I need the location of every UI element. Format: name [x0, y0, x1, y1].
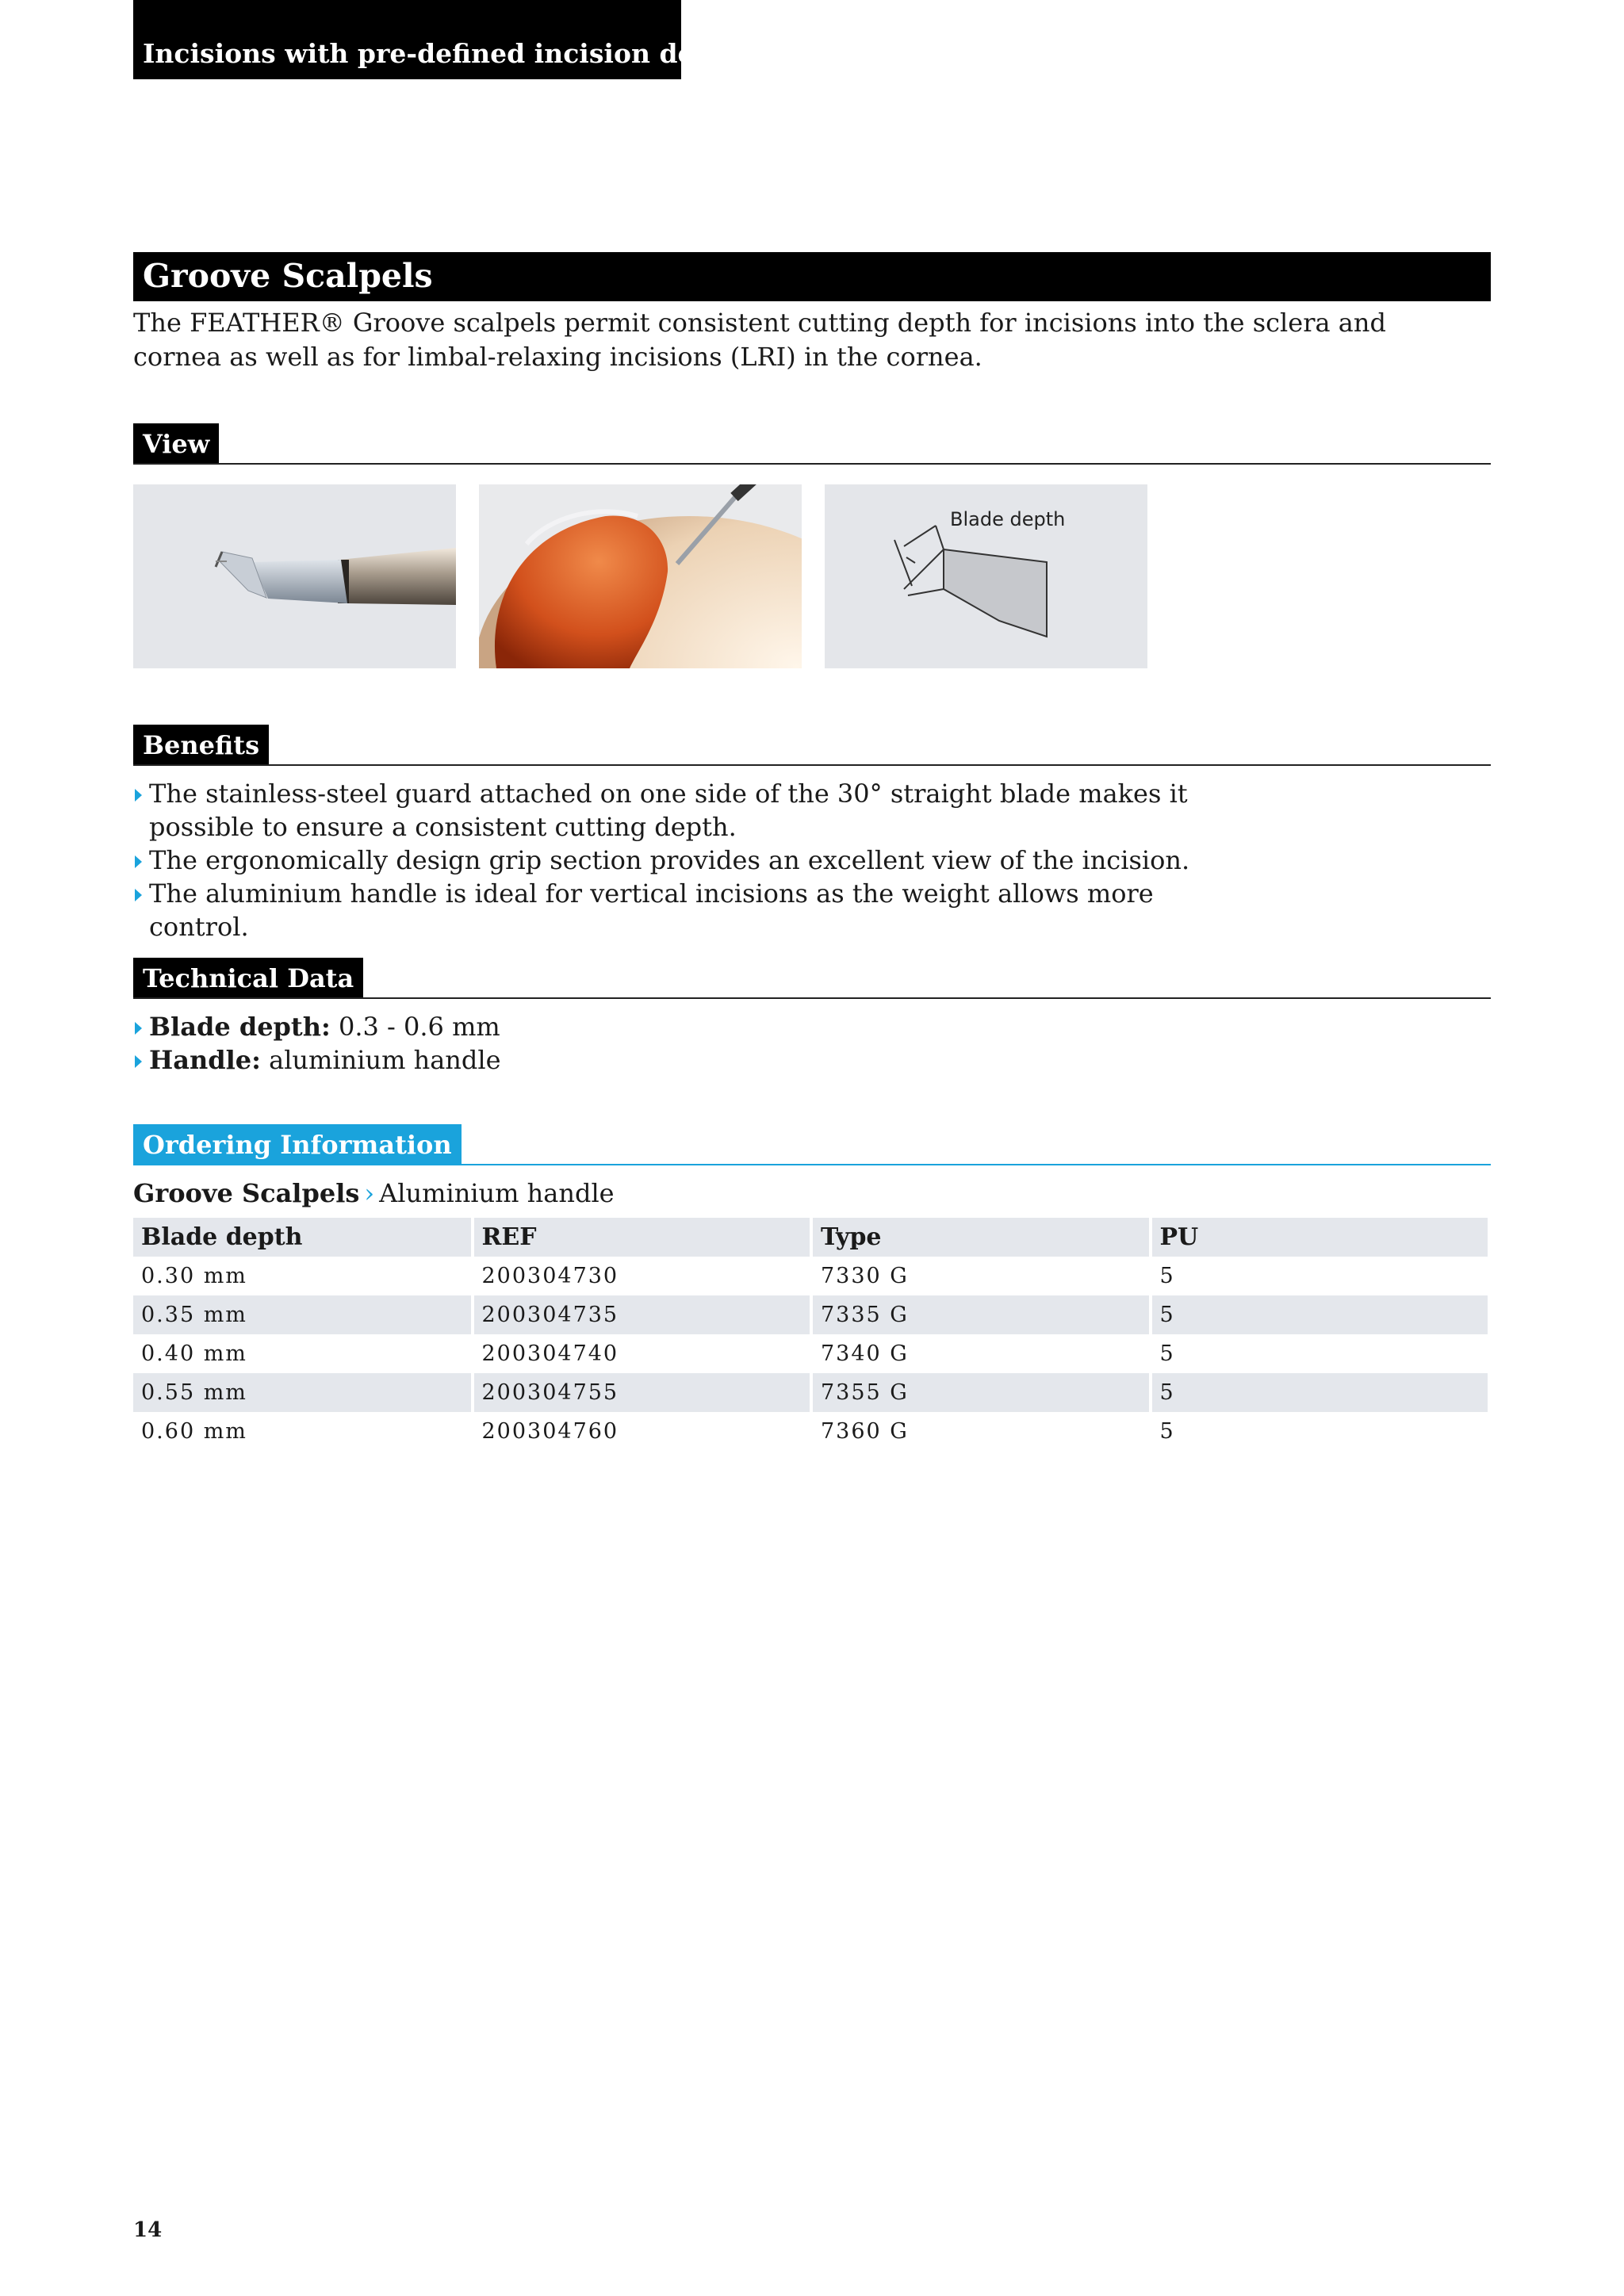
technical-heading	[133, 958, 1491, 999]
blade-depth-label: Blade depth	[950, 508, 1066, 530]
table-cell: 0.55 mm	[133, 1373, 473, 1412]
column-header: Blade depth	[133, 1218, 473, 1257]
chapter-header	[133, 0, 744, 79]
table-cell: 200304740	[473, 1334, 812, 1373]
view-heading-label: View	[133, 423, 219, 465]
list-item: The aluminium handle is ideal for vertical incisions as the weight allows more control.	[133, 877, 1259, 943]
table-cell: 5	[1151, 1334, 1490, 1373]
blade-depth-drawing	[825, 484, 1147, 668]
table-cell: 0.35 mm	[133, 1295, 473, 1334]
page-number: 14	[133, 2218, 163, 2242]
table-cell: 0.40 mm	[133, 1334, 473, 1373]
list-item: The stainless-steel guard attached on one side of the 30° straight blade makes it possible to ensure a consistent cutting depth.	[133, 777, 1259, 844]
table-row	[133, 1412, 1489, 1451]
table-cell: 7330 G	[811, 1257, 1151, 1295]
product-title: Groove Scalpels	[143, 257, 433, 295]
table-cell: 5	[1151, 1295, 1490, 1334]
product-intro: The FEATHER® Groove scalpels permit consistent cutting depth for incisions into the sclera and cornea as well as for limbal-relaxing incisions (LRI) in the cornea.	[133, 308, 1386, 372]
list-item	[133, 1010, 501, 1043]
table-cell: 200304730	[473, 1257, 812, 1295]
benefits-heading-label: Benefits	[133, 725, 269, 766]
table-cell: 7335 G	[811, 1295, 1151, 1334]
table-row	[133, 1334, 1489, 1373]
technical-list	[133, 1010, 501, 1077]
tech-label: Handle:	[149, 1045, 261, 1075]
table-row	[133, 1373, 1489, 1412]
table-cell: 7360 G	[811, 1412, 1151, 1451]
eye-incision-illustration	[479, 484, 802, 668]
column-header: PU	[1151, 1218, 1490, 1257]
tech-value: aluminium handle	[269, 1045, 501, 1075]
chevron-right-icon: ›	[364, 1178, 375, 1208]
benefits-heading	[133, 725, 1491, 766]
ordering-table	[133, 1218, 1491, 1451]
table-cell: 200304735	[473, 1295, 812, 1334]
table-row	[133, 1257, 1489, 1295]
blade-depth-diagram	[825, 484, 1147, 668]
column-header: Type	[811, 1218, 1151, 1257]
table-cell: 0.30 mm	[133, 1257, 473, 1295]
table-cell: 0.60 mm	[133, 1412, 473, 1451]
list-item: The ergonomically design grip section provides an excellent view of the incision.	[133, 844, 1259, 877]
table-cell: 7340 G	[811, 1334, 1151, 1373]
benefits-list	[133, 777, 1259, 943]
tech-label: Blade depth:	[149, 1012, 331, 1042]
table-cell: 5	[1151, 1257, 1490, 1295]
table-header-row	[133, 1218, 1489, 1257]
scalpel-illustration	[133, 484, 456, 668]
list-item	[133, 1043, 501, 1077]
ordering-heading-label: Ordering Information	[133, 1124, 462, 1165]
tech-value: 0.3 - 0.6 mm	[338, 1012, 500, 1042]
scalpel-photo	[133, 484, 456, 668]
table-cell: 5	[1151, 1373, 1490, 1412]
product-title-bar	[133, 252, 1491, 301]
table-cell: 5	[1151, 1412, 1490, 1451]
technical-heading-label: Technical Data	[133, 958, 363, 999]
table-cell: 7355 G	[811, 1373, 1151, 1412]
column-header: REF	[473, 1218, 812, 1257]
ordering-variant: Aluminium handle	[379, 1178, 615, 1208]
table-row	[133, 1295, 1489, 1334]
view-heading	[133, 423, 1491, 465]
chapter-title: Incisions with pre-defined incision depth	[143, 38, 744, 69]
ordering-heading	[133, 1124, 1491, 1165]
ordering-product: Groove Scalpels	[133, 1178, 360, 1208]
table-cell: 200304755	[473, 1373, 812, 1412]
eye-incision-photo	[479, 484, 802, 668]
ordering-subtitle	[133, 1178, 615, 1208]
table-cell: 200304760	[473, 1412, 812, 1451]
